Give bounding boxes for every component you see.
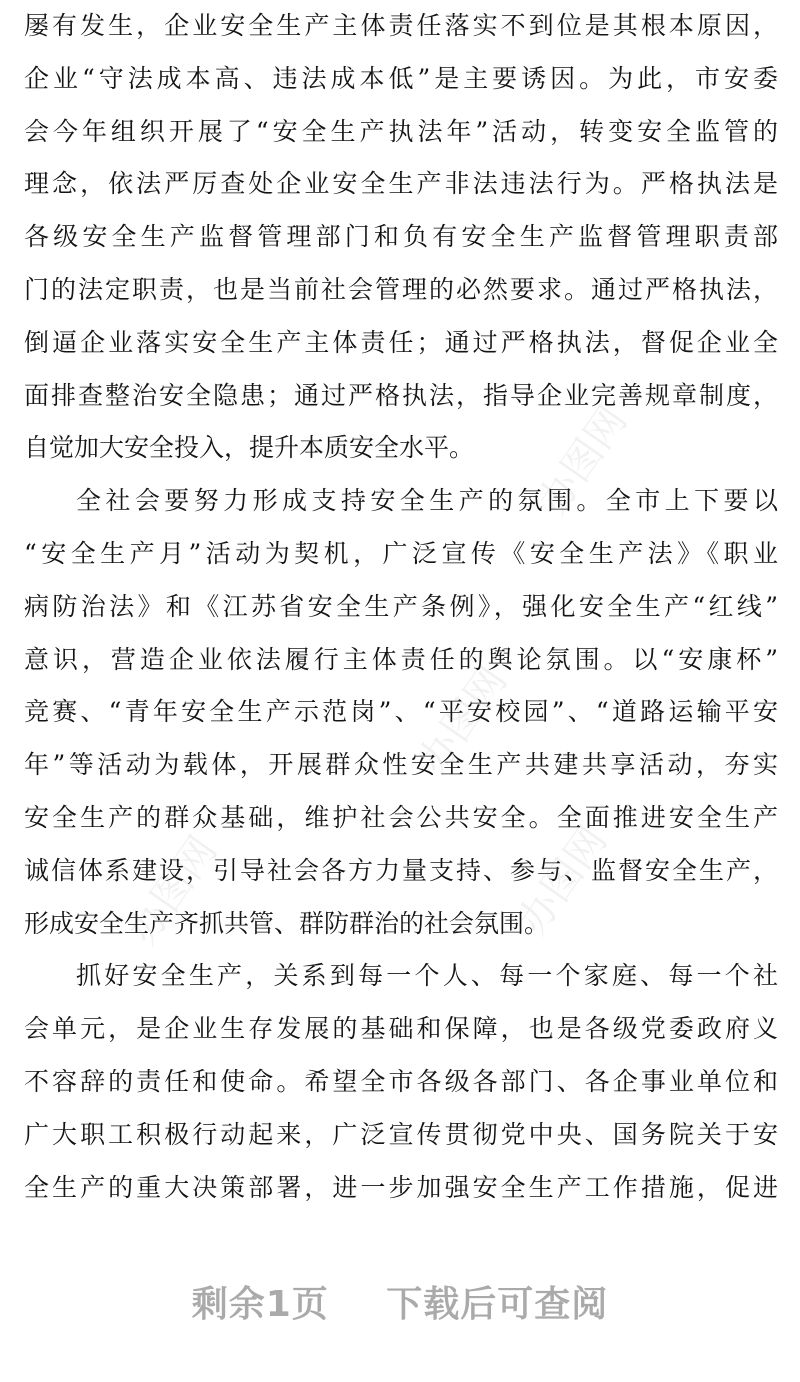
text-line: 全社会要努力形成支持安全生产的氛围。全市上下要以: [76, 486, 778, 516]
download-to-view-label: 下载后可查阅: [386, 1284, 609, 1325]
text-line: 形成安全生产齐抓共管、群防群治的社会氛围。: [24, 908, 550, 938]
text-line: “安全生产月”活动为契机，广泛宣传《安全生产法》《职业: [24, 538, 778, 568]
text-line: 广大职工积极行动起来，广泛宣传贯彻党中央、国务院关于安: [24, 1119, 778, 1149]
text-line: 各级安全生产监督管理部门和负有安全生产监督管理职责部: [24, 222, 778, 252]
remaining-pages-label: 剩余1页: [191, 1284, 329, 1325]
text-line: 诚信体系建设，引导社会各方力量支持、参与、监督安全生产，: [24, 855, 778, 885]
watermark-text: 办图网: [119, 828, 227, 953]
text-line: 竞赛、“青年安全生产示范岗”、“平安校园”、“道路运输平安: [24, 697, 778, 727]
text-line: 病防治法》和《江苏省安全生产条例》，强化安全生产“红线”: [24, 591, 778, 621]
watermark-text: 办图网: [509, 818, 617, 943]
text-line: 不容辞的责任和使命。希望全市各级各部门、各企事业单位和: [24, 1066, 778, 1096]
watermark-text: 办图网: [409, 658, 517, 783]
text-line: 屡有发生，企业安全生产主体责任落实不到位是其根本原因，: [24, 11, 778, 40]
download-prompt-banner[interactable]: [0, 1276, 800, 1327]
text-line: 面排查整治安全隐患；通过严格执法，指导企业完善规章制度，: [24, 380, 778, 410]
paragraph-3: [24, 950, 778, 1214]
text-line: 门的法定职责，也是当前社会管理的必然要求。通过严格执法，: [24, 274, 778, 304]
text-line: 会今年组织开展了“安全生产执法年”活动，转变安全监管的: [24, 116, 778, 146]
text-line: 年”等活动为载体，开展群众性安全生产共建共享活动，夯实: [24, 750, 778, 780]
text-line: 会单元，是企业生存发展的基础和保障，也是各级党委政府义: [24, 1014, 778, 1044]
text-line: 理念，依法严厉查处企业安全生产非法违法行为。严格执法是: [24, 169, 778, 199]
text-line: 意识，营造企业依法履行主体责任的舆论氛围。以“安康杯”: [24, 644, 778, 674]
document-body: [24, 0, 778, 1214]
text-line: 安全生产的群众基础，维护社会公共安全。全面推进安全生产: [24, 802, 778, 832]
text-line: 自觉加大安全投入，提升本质安全水平。: [24, 433, 475, 463]
text-line: 全生产的重大决策部署，进一步加强安全生产工作措施，促进: [24, 1172, 778, 1202]
text-line: 抓好安全生产，关系到每一个人、每一个家庭、每一个社: [76, 961, 778, 991]
paragraph-1: [24, 0, 778, 475]
paragraph-2: [24, 475, 778, 950]
watermark-text: 办图网: [529, 398, 637, 523]
text-line: 倒逼企业落实安全生产主体责任；通过严格执法，督促企业全: [24, 327, 778, 357]
text-line: 企业“守法成本高、违法成本低”是主要诱因。为此，市安委: [24, 63, 778, 93]
